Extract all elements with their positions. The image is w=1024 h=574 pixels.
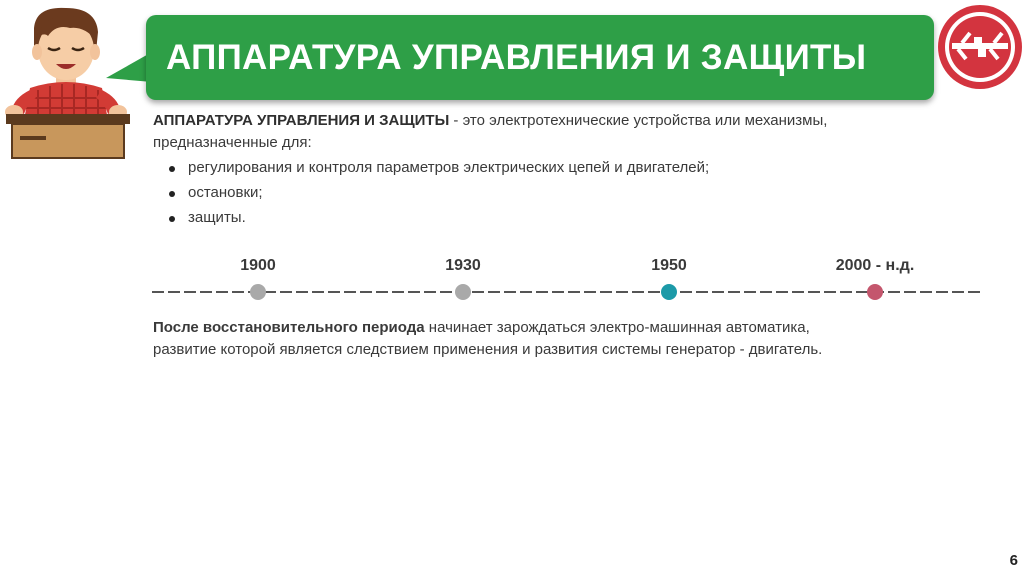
list-item: регулирования и контроля параметров электрических цепей и двигателей; [168,157,709,182]
timeline-marker-1900 [250,284,266,300]
title-banner [146,15,934,100]
timeline-marker-1950 [661,284,677,300]
bullet-icon [169,216,175,222]
definition-paragraph [153,110,853,154]
list-item: защиты. [168,207,709,232]
company-logo [936,3,1024,91]
page-title: АППАРАТУРА УПРАВЛЕНИЯ И ЗАЩИТЫ [166,37,867,77]
timeline-marker-1930 [455,284,471,300]
list-item: остановки; [168,182,709,207]
timeline-marker-2000 [867,284,883,300]
bullet-icon [169,166,175,172]
purpose-list [168,157,709,232]
timeline-year-2000: 2000 - н.д. [835,257,915,274]
timeline [150,250,990,310]
timeline-track [150,250,990,310]
timeline-year-1950: 1950 [651,257,687,274]
page-number: 6 [1009,552,1018,569]
history-text: начинает зарождаться электро-машинная автоматика, развитие которой является следствием применения и развития системы генератор - двигатель. [153,319,823,358]
timeline-year-1900: 1900 [240,257,276,274]
history-highlight: После восстановительного периода [153,319,425,336]
definition-term: АППАРАТУРА УПРАВЛЕНИЯ И ЗАЩИТЫ [153,112,450,129]
definition-text: - это электротехнические устройства или механизмы, предназначенные для: [153,112,828,151]
timeline-year-1930: 1930 [445,257,481,274]
bullet-icon [169,191,175,197]
history-paragraph [153,317,873,361]
